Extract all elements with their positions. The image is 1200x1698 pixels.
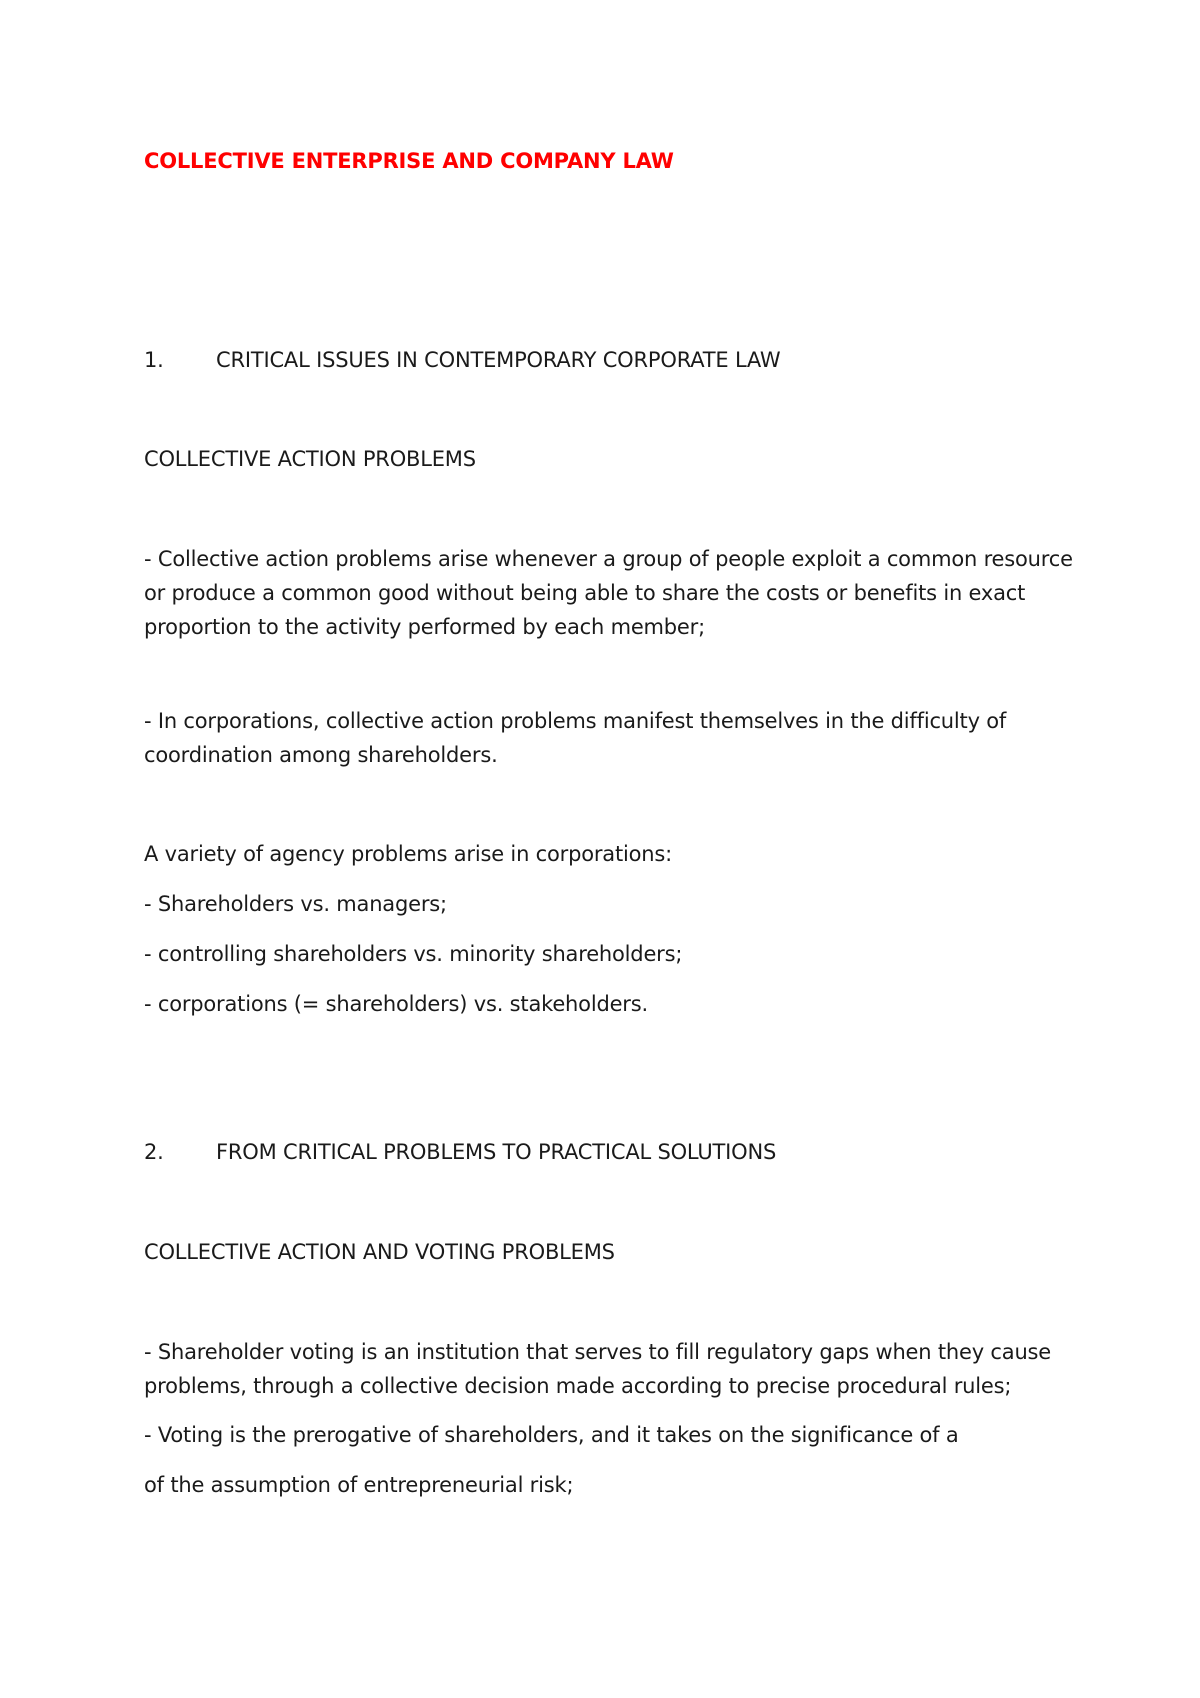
section-1-para1-line2: or produce a common good without being able to share the costs or benefits in exact — [144, 581, 1026, 605]
section-2-subheading: COLLECTIVE ACTION AND VOTING PROBLEMS — [144, 1240, 615, 1264]
document-title: COLLECTIVE ENTERPRISE AND COMPANY LAW — [144, 149, 674, 173]
agency-item-2: - controlling shareholders vs. minority shareholders; — [144, 942, 683, 966]
section-2-para2-line1: - Voting is the prerogative of shareholders, and it takes on the significance of a — [144, 1423, 959, 1447]
section-1-para1-line3: proportion to the activity performed by each member; — [144, 615, 705, 639]
section-1-para2-line1: - In corporations, collective action problems manifest themselves in the difficulty of — [144, 709, 1007, 733]
agency-item-1: - Shareholders vs. managers; — [144, 892, 447, 916]
section-1-para1-line1: - Collective action problems arise whenever a group of people exploit a common resource — [144, 547, 1073, 571]
section-1-heading-row — [144, 343, 781, 377]
agency-item-3: - corporations (= shareholders) vs. stakeholders. — [144, 992, 648, 1016]
section-1-para2-line2: coordination among shareholders. — [144, 743, 498, 767]
section-2-heading-row — [144, 1135, 776, 1169]
section-2-para1-line1: - Shareholder voting is an institution that serves to fill regulatory gaps when they cause — [144, 1340, 1052, 1364]
agency-intro: A variety of agency problems arise in corporations: — [144, 842, 673, 866]
section-2-para1-line2: problems, through a collective decision made according to precise procedural rules; — [144, 1374, 1012, 1398]
section-2-heading: FROM CRITICAL PROBLEMS TO PRACTICAL SOLUTIONS — [216, 1140, 777, 1164]
section-2-para2-line2: of the assumption of entrepreneurial risk; — [144, 1473, 574, 1497]
section-1-heading: CRITICAL ISSUES IN CONTEMPORARY CORPORATE LAW — [216, 348, 781, 372]
section-2-number: 2. — [144, 1140, 164, 1164]
section-1-subheading: COLLECTIVE ACTION PROBLEMS — [144, 447, 476, 471]
section-1-number: 1. — [144, 348, 164, 372]
